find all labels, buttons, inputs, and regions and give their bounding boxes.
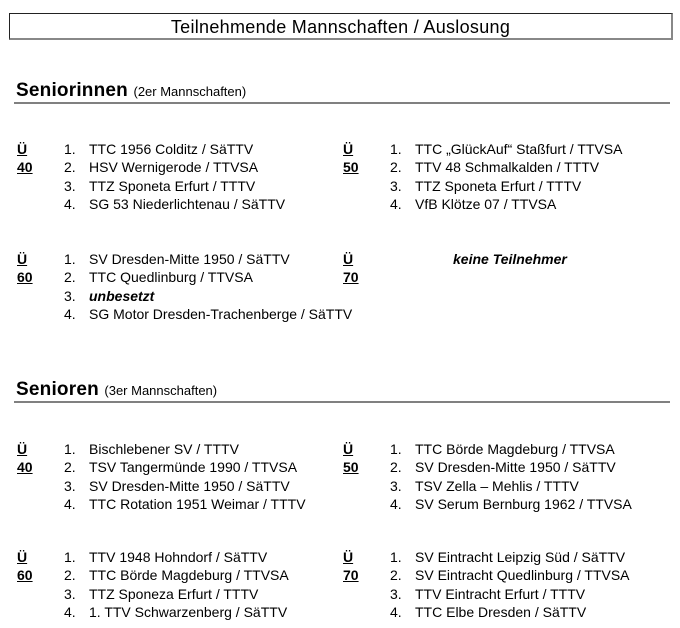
rank: 2. (390, 159, 402, 176)
list-item (390, 440, 632, 458)
team-name: VfB Klötze 07 / TTVSA (415, 195, 557, 212)
team-list (390, 440, 632, 513)
team-name: TTZ Sponeta Erfurt / TTTV (415, 177, 582, 194)
section-heading-senioren (16, 379, 217, 401)
team-name: TSV Tangermünde 1990 / TTVSA (89, 459, 298, 476)
team-name: SG 53 Niederlichtenau / SäTTV (89, 195, 286, 212)
list-item (390, 140, 622, 158)
team-name: TSV Zella – Mehlis / TTTV (415, 477, 579, 494)
list-item (390, 548, 630, 566)
list-item (64, 458, 306, 476)
team-list (64, 548, 289, 621)
rank: 2. (64, 269, 76, 286)
team-name: TTV Eintracht Erfurt / TTTV (415, 585, 586, 602)
list-item (64, 287, 352, 305)
rank: 4. (64, 195, 76, 212)
rank: 3. (390, 477, 402, 494)
team-name: Bischlebener SV / TTTV (89, 441, 239, 457)
team-name: TTC Elbe Dresden / SäTTV (415, 603, 587, 620)
rank: 2. (64, 459, 76, 476)
rank: 2. (64, 159, 76, 176)
section-title: Senioren (16, 379, 99, 400)
list-item (64, 495, 306, 513)
list-item (390, 566, 630, 584)
rank: 1. (64, 549, 76, 565)
team-name: TTV 48 Schmalkalden / TTTV (415, 159, 600, 176)
rank: 3. (390, 585, 402, 602)
list-item (64, 250, 352, 268)
team-list (64, 440, 306, 513)
age-class-label: Ü 40 (17, 441, 33, 476)
team-name: TTC Rotation 1951 Weimar / TTTV (89, 495, 306, 512)
no-participants-note: keine Teilnehmer (453, 251, 567, 267)
list-item (390, 177, 622, 195)
rank: 4. (390, 495, 402, 512)
list-item (64, 585, 289, 603)
team-name: TTC „GlückAuf“ Staßfurt / TTVSA (415, 141, 623, 157)
age-class-label: Ü 50 (343, 141, 359, 176)
team-name-vacant: unbesetzt (89, 287, 155, 304)
team-name: SV Dresden-Mitte 1950 / SäTTV (89, 477, 290, 494)
list-item (64, 566, 289, 584)
rank: 1. (390, 141, 402, 157)
rank: 1. (64, 441, 76, 457)
list-item (390, 195, 622, 213)
team-name: TTZ Sponeta Erfurt / TTTV (89, 177, 256, 194)
rank: 2. (390, 459, 402, 476)
list-item (64, 603, 289, 621)
list-item (390, 495, 632, 513)
list-item (64, 305, 352, 323)
team-name: SG Motor Dresden-Trachenberge / SäTTV (89, 305, 353, 322)
rank: 4. (64, 495, 76, 512)
list-item (64, 477, 306, 495)
rank: 1. (64, 141, 76, 157)
list-item (64, 158, 285, 176)
list-item (390, 603, 630, 621)
rank: 3. (390, 177, 402, 194)
list-item (64, 140, 285, 158)
section-heading-seniorinnen (16, 80, 246, 102)
rank: 2. (390, 567, 402, 584)
section-subtitle: (3er Mannschaften) (104, 383, 218, 398)
list-item (64, 195, 285, 213)
rank: 3. (64, 585, 76, 602)
team-name: SV Dresden-Mitte 1950 / SäTTV (415, 459, 616, 476)
team-list (64, 250, 352, 323)
list-item (390, 585, 630, 603)
rank: 1. (390, 549, 402, 565)
page-title: Teilnehmende Mannschaften / Auslosung (9, 13, 673, 40)
rank: 3. (64, 477, 76, 494)
section-subtitle: (2er Mannschaften) (133, 84, 247, 99)
list-item (64, 177, 285, 195)
section-divider (14, 102, 670, 104)
team-name: SV Eintracht Leipzig Süd / SäTTV (415, 549, 626, 565)
rank: 3. (64, 177, 76, 194)
list-item (390, 158, 622, 176)
list-item (390, 458, 632, 476)
team-name: TTV 1948 Hohndorf / SäTTV (89, 549, 268, 565)
team-name: SV Eintracht Quedlinburg / TTVSA (415, 567, 630, 584)
team-name: TTC 1956 Colditz / SäTTV (89, 141, 254, 157)
section-title: Seniorinnen (16, 80, 128, 101)
age-class-label: Ü 70 (343, 251, 359, 286)
rank: 4. (64, 603, 76, 620)
rank: 4. (390, 195, 402, 212)
age-class-label: Ü 70 (343, 549, 359, 584)
team-name: TTC Quedlinburg / TTVSA (89, 269, 253, 286)
rank: 1. (64, 251, 76, 267)
team-name: HSV Wernigerode / TTVSA (89, 159, 259, 176)
team-name: TTC Börde Magdeburg / TTVSA (89, 567, 289, 584)
list-item (64, 548, 289, 566)
team-list (390, 140, 622, 213)
team-list (64, 140, 285, 213)
team-name: TTC Börde Magdeburg / TTVSA (415, 441, 615, 457)
team-name: TTZ Sponeza Erfurt / TTTV (89, 585, 259, 602)
list-item (390, 477, 632, 495)
list-item (64, 268, 352, 286)
section-divider (14, 401, 670, 403)
team-name: SV Serum Bernburg 1962 / TTVSA (415, 495, 632, 512)
team-name: SV Dresden-Mitte 1950 / SäTTV (89, 251, 290, 267)
rank: 4. (390, 603, 402, 620)
age-class-label: Ü 60 (17, 251, 33, 286)
team-name: 1. TTV Schwarzenberg / SäTTV (89, 603, 288, 620)
list-item (64, 440, 306, 458)
age-class-label: Ü 60 (17, 549, 33, 584)
age-class-label: Ü 50 (343, 441, 359, 476)
age-class-label: Ü 40 (17, 141, 33, 176)
rank: 3. (64, 287, 76, 304)
rank: 2. (64, 567, 76, 584)
rank: 1. (390, 441, 402, 457)
rank: 4. (64, 305, 76, 322)
team-list (390, 548, 630, 621)
